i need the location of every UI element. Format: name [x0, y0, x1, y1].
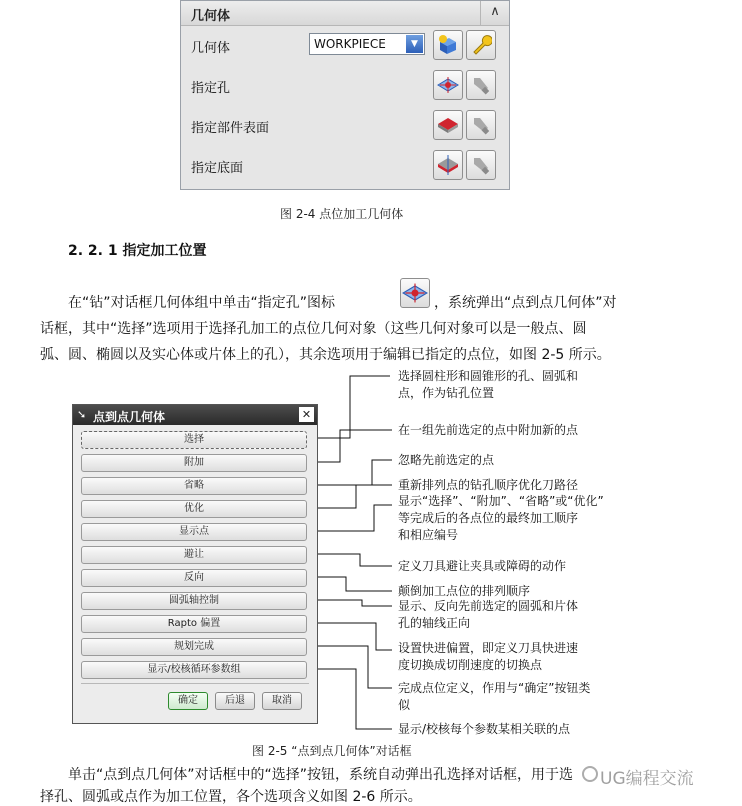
annotation-line: 在一组先前选定的点中附加新的点: [398, 423, 579, 437]
leader-arc-axis: [310, 600, 392, 606]
specify-bottom-surface-label: 指定底面: [191, 161, 244, 176]
annotation-line: 选择圆柱形和圆锥形的孔、圆弧和: [398, 369, 579, 383]
annotation-plan-complete: [398, 680, 590, 714]
annotation-line: 点，作为钻孔位置: [398, 386, 495, 400]
annotation-line: 似: [398, 698, 411, 712]
paragraph2-line1: 单击“点到点几何体”对话框中的“选择”按钮，系统自动弹出孔选择对话框，用于选: [68, 767, 574, 783]
close-icon[interactable]: ✕: [299, 407, 314, 422]
leader-plan-complete: [310, 646, 392, 688]
leader-display-points: [310, 505, 392, 531]
annotation-append: [398, 422, 578, 439]
watermark-logo-icon: [582, 766, 598, 782]
point-to-point-dialog: [72, 404, 318, 724]
annotation-line: 完成点位定义，作用与“确定”按钮类: [398, 681, 591, 695]
back-button[interactable]: 后退: [215, 692, 255, 710]
paragraph1-line2: 话框，其中“选择”选项用于选择孔加工的点位几何对象（这些几何对象可以是一般点、圆: [40, 321, 587, 337]
annotation-avoid: [398, 558, 566, 575]
leader-display-cycle: [310, 669, 392, 729]
cancel-button[interactable]: 取消: [262, 692, 302, 710]
annotation-display-points: [398, 493, 604, 544]
geometry-label: 几何体: [191, 41, 231, 56]
annotation-line: 显示、反向先前选定的圆弧和片体: [398, 599, 579, 613]
annotation-select: [398, 368, 578, 402]
annotation-line: 等完成后的各点位的最终加工顺序: [398, 511, 579, 525]
option-display-points-button[interactable]: 显示点: [81, 523, 307, 541]
annotation-omit: [398, 452, 494, 469]
annotation-optimize: [398, 477, 578, 494]
dialog-divider: [81, 683, 309, 684]
annotation-line: 显示/校核每个参数某相关联的点: [398, 722, 571, 736]
leader-omit: [310, 460, 392, 485]
option-display-cycle-button[interactable]: 显示/校核循环参数组: [81, 661, 307, 679]
dialog-arrow-icon: ➘: [77, 408, 87, 421]
figure-2-5-caption: 图 2-5 “点到点几何体”对话框: [252, 744, 412, 758]
figure-2-4-caption: 图 2-4 点位加工几何体: [280, 207, 404, 221]
ok-button[interactable]: 确定: [168, 692, 208, 710]
option-avoid-button[interactable]: 避让: [81, 546, 307, 564]
annotation-line: 显示“选择”、“附加”、“省略”或“优化”: [398, 494, 604, 508]
option-reverse-button[interactable]: 反向: [81, 569, 307, 587]
section-heading: 2. 2. 1 指定加工位置: [68, 243, 207, 259]
option-select-button[interactable]: 选择: [81, 431, 307, 449]
leader-avoid: [310, 554, 392, 566]
leader-select: [310, 376, 390, 438]
annotation-line: 定义刀具避让夹具或障碍的动作: [398, 559, 567, 573]
collapse-chevron-icon[interactable]: ∧: [480, 1, 509, 25]
specify-part-surface-label: 指定部件表面: [191, 121, 270, 136]
paragraph1-line1b: ，系统弹出“点到点几何体”对: [434, 295, 617, 311]
annotation-line: 和相应编号: [398, 528, 459, 542]
annotation-line: 颠倒加工点位的排列顺序: [398, 584, 531, 598]
option-arc-axis-button[interactable]: 圆弧轴控制: [81, 592, 307, 610]
paragraph2-line2: 择孔、圆弧或点作为加工位置，各个选项含义如图 2-6 所示。: [40, 789, 422, 805]
dialog-titlebar[interactable]: [73, 405, 317, 425]
option-append-button[interactable]: 附加: [81, 454, 307, 472]
dropdown-arrow-icon[interactable]: ▼: [406, 35, 423, 53]
annotation-line: 设置快进偏置，即定义刀具快进速: [398, 641, 579, 655]
leader-append: [310, 430, 392, 462]
panel-title: 几何体: [191, 9, 231, 24]
specify-holes-label: 指定孔: [191, 81, 231, 96]
paragraph1-line3: 弧、圆、椭圆以及实心体或片体上的孔），其余选项用于编辑已指定的点位，如图 2-5 所示。: [40, 347, 611, 363]
geometry-select-value: WORKPIECE: [314, 37, 386, 51]
annotation-display-cycle: [398, 721, 570, 738]
option-plan-complete-button[interactable]: 规划完成: [81, 638, 307, 656]
option-rapto-offset-button[interactable]: Rapto 偏置: [81, 615, 307, 633]
option-omit-button[interactable]: 省略: [81, 477, 307, 495]
annotation-line: 度切换成切削速度的切换点: [398, 658, 543, 672]
annotation-arc-axis: [398, 598, 578, 632]
paragraph1-line1a: 在“钻”对话框几何体组中单击“指定孔”图标: [68, 295, 336, 311]
option-optimize-button[interactable]: 优化: [81, 500, 307, 518]
dialog-title: 点到点几何体: [93, 410, 166, 424]
annotation-line: 孔的轴线正向: [398, 616, 471, 630]
annotation-rapto-offset: [398, 640, 578, 674]
watermark: UG编程交流: [600, 769, 694, 789]
annotation-line: 重新排列点的钻孔顺序优化刀路径: [398, 478, 579, 492]
leader-reverse: [310, 577, 392, 591]
annotation-line: 忽略先前选定的点: [398, 453, 495, 467]
